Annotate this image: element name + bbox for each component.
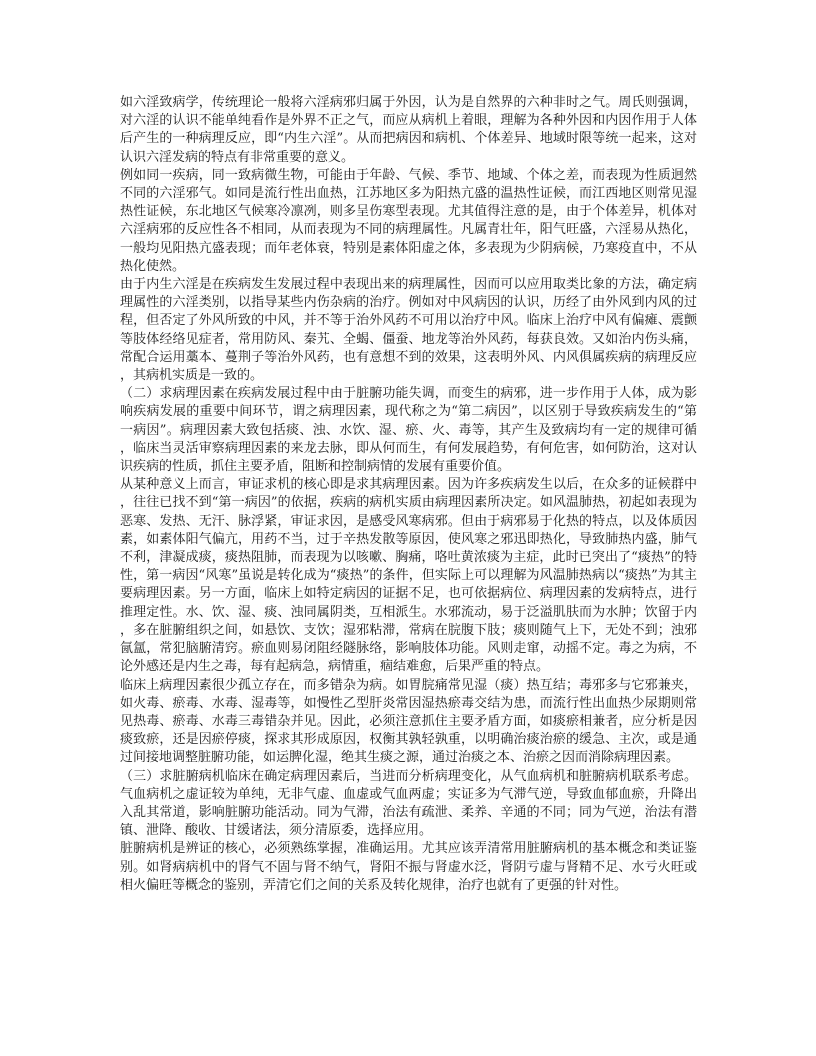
paragraph-pathological-factors: （二）求病理因素在疾病发展过程中由于脏腑功能失调，而变生的病邪，进一步作用于人体，成为影响疾病发展的重要中间环节，谓之病理因素，现代称之为“第二病因”，以区别于导致疾病发生的“第一病因”。病理因素大致包括痰、浊、水饮、湿、瘀、火、毒等，其产生及致病均有一定的规律可循，临床当灵活审察病理因素的来龙去脉，即从何而生，有何发展趋势，有何危害，如何防治，这对认识疾病的性质，抓住主要矛盾，阻断和控制病情的发展有重要价值。 [120,386,697,475]
paragraph-zangfu-core: 脏腑病机是辨证的核心，必须熟练掌握，准确运用。尤其应该弄清常用脏腑病机的基本概念和类证鉴别。如肾病病机中的肾气不固与肾不纳气，肾阳不振与肾虚水泛，肾阴亏虚与肾精不足、水亏火旺或相火偏旺等概念的鉴别，弄清它们之间的关系及转化规律，治疗也就有了更强的针对性。 [120,841,697,893]
paragraph-same-disease-example: 例如同一疾病，同一致病微生物，可能由于年龄、气候、季节、地域、个体之差，而表现为性质迥然不同的六淫邪气。如同是流行性出血热，江苏地区多为阳热亢盛的温热性证候，而江西地区则常见湿热性证候，东北地区气候寒冷凛冽，则多呈伤寒型表现。尤其值得注意的是，由于个体差异，机体对六淫病邪的反应性各不相同，从而表现为不同的病理属性。凡属青壮年，阳气旺盛，六淫易从热化，一般均见阳热亢盛表现；而年老体衰，特别是素体阳虚之体，多表现为少阴病候，乃寒疫直中，不从热化使然。 [120,167,697,274]
paragraph-zangfu-pathogenesis: （三）求脏腑病机临床在确定病理因素后，当进而分析病理变化，从气血病机和脏腑病机联系考虑。气血病机之虚证较为单纯，无非气虚、血虚或气血两虚；实证多为气滞气逆，导致血郁血瘀，升降出入乱其常道，影响脏腑功能活动。同为气滞，治法有疏泄、柔养、辛通的不同；同为气逆，治法有潜镇、泄降、酸收、甘缓诸法，须分清原委，选择应用。 [120,768,697,839]
document-body [120,94,697,895]
paragraph-core-of-pathogenesis: 从某种意义上而言，审证求机的核心即是求其病理因素。因为许多疾病发生以后，在众多的证候群中，往往已找不到“第一病因”的依据，疾病的病机实质由病理因素所决定。如风温肺热，初起如表现为恶寒、发热、无汗、脉浮紧，审证求因，是感受风寒病邪。但由于病邪易于化热的特点，以及体质因素，如素体阳气偏亢，用药不当，过于辛热发散等原因，使风寒之邪迅即热化，导致肺热内盛，肺气不利，津凝成痰，痰热阻肺，而表现为以咳嗽、胸痛，咯吐黄浓痰为主症，此时已突出了“痰热”的特性，第一病因“风寒”虽说是转化成为“痰热”的条件，但实际上可以理解为风温肺热病以“痰热”为其主要病理因素。另一方面，临床上如特定病因的证据不足，也可依据病位、病理因素的发病特点，进行推理定性。水、饮、湿、痰、浊同属阴类，互相派生。水邪流动，易于泛溢肌肤而为水肿；饮留于内，多在脏腑组织之间，如悬饮、支饮；湿邪粘滞，常病在脘腹下肢；痰则随气上下，无处不到；浊邪氤氲，常犯脑腑清窍。瘀血则易闭阻经隧脉络，影响肢体功能。风则走窜，动摇不定。毒之为病，不论外感还是内生之毒，每有起病急，病情重，痼结难愈，后果严重的特点。 [120,477,697,675]
paragraph-liuyin-theory: 如六淫致病学，传统理论一般将六淫病邪归属于外因，认为是自然界的六种非时之气。周氏则强调，对六淫的认识不能单纯看作是外界不正之气，而应从病机上着眼，理解为各种外因和内因作用于人体后产生的一种病理反应，即“内生六淫”。从而把病因和病机、个体差异、地域时限等统一起来，这对认识六淫发病的特点有非常重要的意义。 [120,95,697,165]
paragraph-mixed-factors: 临床上病理因素很少孤立存在，而多错杂为病。如胃脘痛常见湿（痰）热互结；毒邪多与它邪兼夹，如火毒、瘀毒、水毒、湿毒等，如慢性乙型肝炎常因湿热瘀毒交结为患，而流行性出血热少尿期则常见热毒、瘀毒、水毒三毒错杂并见。因此，必须注意抓住主要矛盾方面，如痰瘀相兼者，应分析是因痰致瘀，还是因瘀停痰，探求其形成原因，权衡其孰轻孰重，以明确治痰治瘀的缓急、主次，或是通过间接地调整脏腑功能，如运脾化湿，绝其生痰之源，通过治痰之本、治瘀之因而消除病理因素。 [120,677,697,766]
paragraph-internal-liuyin: 由于内生六淫是在疾病发生发展过程中表现出来的病理属性，因而可以应用取类比象的方法，确定病理属性的六淫类别，以指导某些内伤杂病的治疗。例如对中风病因的认识，历经了由外风到内风的过程，但否定了外风所致的中风，并不等于治外风药不可用以治疗中风。临床上治疗中风有偏瘫、震颤等肢体经络见症者，常用防风、秦艽、全蝎、僵蚕、地龙等治外风药，每获良效。又如治内伤头痛，常配合运用藁本、蔓荆子等治外风药，也有意想不到的效果，这表明外风、内风俱属疾病的病理反应，其病机实质是一致的。 [120,277,697,384]
